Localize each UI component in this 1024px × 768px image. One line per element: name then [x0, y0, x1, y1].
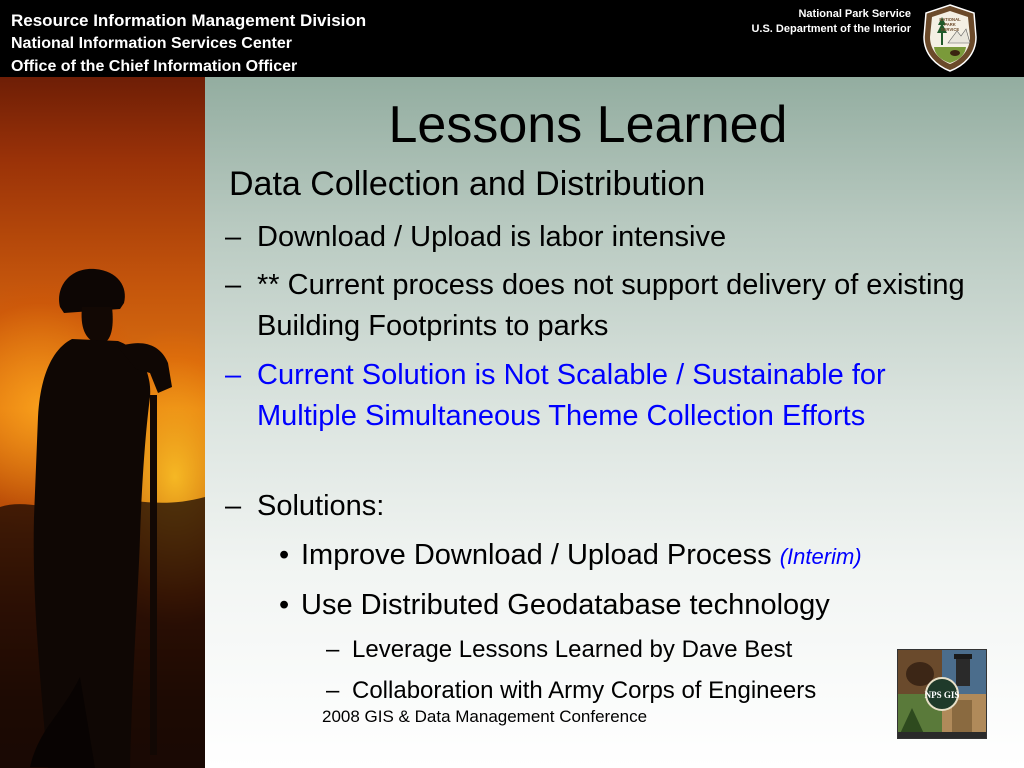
nps-arrowhead-icon	[921, 3, 979, 73]
svg-text:NATIONAL: NATIONAL	[939, 17, 961, 22]
dash-marker: –	[225, 490, 242, 522]
bullet-text: Current Solution is Not Scalable / Sustainable for Multiple Simultaneous Theme Collection Efforts	[257, 359, 886, 432]
conference-footer: 2008 GIS & Data Management Conference	[322, 707, 648, 726]
org-line-1: Resource Information Management Division	[11, 11, 367, 30]
bullet-item	[225, 486, 625, 527]
agency-line-2: U.S. Department of the Interior	[751, 23, 911, 35]
sub-bullet-line	[301, 535, 999, 577]
dash-marker: –	[225, 359, 242, 391]
firefighter-photo	[0, 77, 205, 768]
bullet-item-highlighted	[225, 355, 955, 437]
org-line-3: Office of the Chief Information Officer	[11, 58, 298, 75]
agency-line-1: National Park Service	[798, 8, 911, 20]
sub-bullet-text: Improve Download / Upload Process	[301, 539, 772, 571]
sub-bullet-text: Use Distributed Geodatabase technology	[301, 589, 830, 621]
bullet-text: Solutions:	[257, 490, 385, 522]
dash-marker: –	[326, 677, 340, 704]
slide-subtitle: Data Collection and Distribution	[229, 165, 706, 203]
bullet-dot-marker: •	[279, 539, 290, 571]
firefighter-silhouette	[0, 77, 205, 768]
sub-sub-bullet-text: Collaboration with Army Corps of Engineers	[352, 677, 817, 704]
nps-gis-logo-icon	[897, 649, 987, 739]
dash-marker: –	[225, 269, 242, 301]
sub-sub-bullet-item	[326, 634, 926, 666]
dash-marker: –	[225, 221, 242, 253]
sub-sub-bullet-item	[326, 675, 946, 707]
bullet-text: ** Current process does not support delivery of existing Building Footprints to parks	[257, 269, 965, 342]
bullet-item	[225, 217, 825, 258]
slide-header	[0, 0, 1024, 77]
nps-gis-logo-image	[898, 650, 986, 738]
bullet-item	[225, 265, 985, 347]
logo-text: NPS GIS	[924, 690, 960, 700]
bullet-dot-marker: •	[279, 589, 290, 621]
dash-marker: –	[326, 636, 340, 663]
bullet-text: Download / Upload is labor intensive	[257, 221, 727, 253]
org-line-2: National Information Services Center	[11, 35, 292, 52]
svg-text:PARK: PARK	[944, 22, 956, 27]
interim-note: (Interim)	[779, 544, 862, 569]
slide-title: Lessons Learned	[388, 96, 788, 154]
organization-block	[11, 9, 366, 78]
agency-block	[751, 7, 911, 37]
sub-bullet-item	[279, 585, 979, 626]
sub-sub-bullet-text: Leverage Lessons Learned by Dave Best	[352, 636, 793, 663]
sub-bullet-item	[279, 535, 999, 577]
svg-text:SERVICE: SERVICE	[940, 27, 960, 32]
